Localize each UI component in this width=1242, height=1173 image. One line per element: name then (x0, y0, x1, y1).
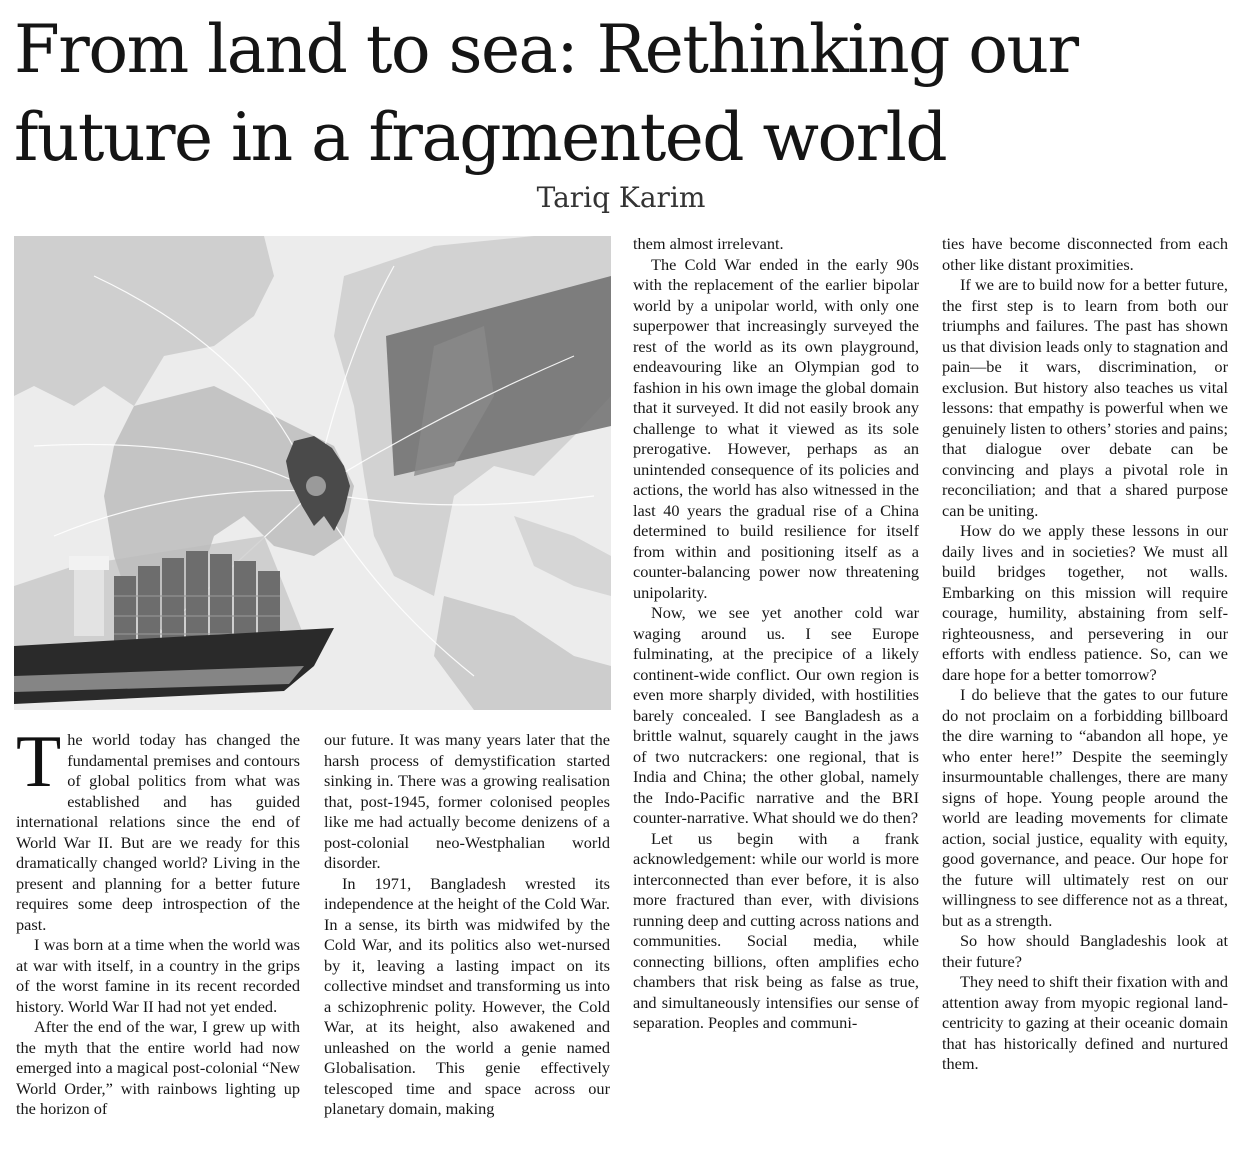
map-ship-illustration (14, 236, 611, 710)
article-column-1 (16, 721, 300, 1120)
paragraph: I was born at a time when the world was at war with itself, in a country in the grips of the worst famine in its recent recorded history. World War II had not yet ended. (16, 935, 300, 1016)
paragraph: How do we apply these lessons in our daily lives and in societies? We must all build bridges together, not walls. Embarking on this mission will require courage, humility, abstaining from self-righteousness, and persevering in our efforts with endless patience. So, can we dare hope for a better tomorrow? (942, 521, 1228, 684)
paragraph: If we are to build now for a better future, the first step is to learn from both our triumphs and failures. The past has shown us that division leads only to stagnation and pain—be it wars, discrimination, or exclusion. But history also teaches us vital lessons: that empathy is powerful when we genuinely listen to others’ stories and pains; that dialogue over debate can be convincing and plays a pivotal role in reconciliation; and that a shared purpose can be uniting. (942, 275, 1228, 520)
paragraph: In 1971, Bangladesh wrested its independence at the height of the Cold War. In a sense, its birth was midwifed by the Cold War, and its politics also wet-nursed by it, leaving a lasting impact on its collective mindset and transforming us into a schizophrenic polity. However, the Cold War, at its height, also awakened and unleashed on the world a genie named Globalisation. This genie effectively telescoped time and space across our planetary domain, making (324, 873, 610, 1118)
paragraph: The Cold War ended in the early 90s with the replacement of the earlier bipolar world by a unipolar world, with only one superpower that increasingly surveyed the rest of the world as its own playground, endeavouring like an Olympian god to fashion in his own image the global domain that it surveyed. It did not easily brook any challenge to what it viewed as its sole prerogative. However, perhaps as an unintended consequence of its policies and actions, the world has also witnessed in the last 40 years the gradual rise of a China determined to build resilience for itself from within and positioning itself as a counter-balancing power now threatening unipolarity. (633, 254, 919, 602)
article-headline: From land to sea: Rethinking our future in a fragmented world (14, 11, 1078, 176)
paragraph: Let us begin with a frank acknowledgement: while our world is more interconnected than ever before, it is also more fractured than ever, with divisions running deep and cutting across nations and communities. Social media, while connecting billions, often amplifies echo chambers that risk being as false as true, and simultaneously intensifies our sense of separation. Peoples and communi- (633, 828, 919, 1032)
paragraph: So how should Bangladeshis look at their future? (942, 931, 1228, 971)
article-photo (14, 236, 611, 710)
article-column-3 (633, 234, 919, 1034)
intro-text: he world today has changed the fundamental premises and contours of global politics from what was established and has guided international relations since the end of World War II. But are we ready for this dramatically changed world? Living in the present and planning for a better future requires some deep introspection of the past. (16, 730, 300, 934)
paragraph: After the end of the war, I grew up with the myth that the entire world had now emerged into a magical post-colonial “New World Order,” with rainbows lighting up the horizon of (16, 1017, 300, 1118)
paragraph-continued: our future. It was many years later that the harsh process of demystification started sinking in. There was a growing realisation that, post-1945, former colonised peoples like me had actually become denizens of a post-colonial neo-Westphalian world disorder. (324, 730, 610, 872)
paragraph-continued: ties have become disconnected from each other like distant proximities. (942, 234, 1228, 274)
article-column-2 (324, 730, 610, 1120)
article-column-4 (942, 234, 1228, 1075)
bangladesh-marker (306, 476, 326, 496)
paragraph-intro (16, 721, 300, 935)
article-byline: Tariq Karim (536, 181, 706, 214)
drop-cap: T (16, 721, 62, 803)
paragraph-continued: them almost irrelevant. (633, 234, 784, 253)
paragraph: I do believe that the gates to our future do not proclaim on a forbidding billboard the dire warning to “abandon all hope, ye who enter here!” Despite the seemingly insurmountable challenges, there are many signs of hope. Young people around the world are leading movements for climate action, social justice, equality with equity, good governance, and peace. Our hope for the future will ultimately rest on our willingness to see difference not as a threat, but as a strength. (942, 685, 1228, 930)
paragraph: Now, we see yet another cold war waging around us. I see Europe fulminating, at the precipice of a likely continent-wide conflict. Our own region is even more sharply divided, with hostilities barely concealed. I see Bangladesh as a brittle walnut, squarely caught in the jaws of two nutcrackers: one regional, that is India and China; the other global, namely the Indo-Pacific narrative and the BRI counter-narrative. What should we do then? (633, 603, 919, 827)
paragraph: They need to shift their fixation with and attention away from myopic regional land-centricity to gazing at their oceanic domain that has historically defined and nurtured them. (942, 972, 1228, 1073)
